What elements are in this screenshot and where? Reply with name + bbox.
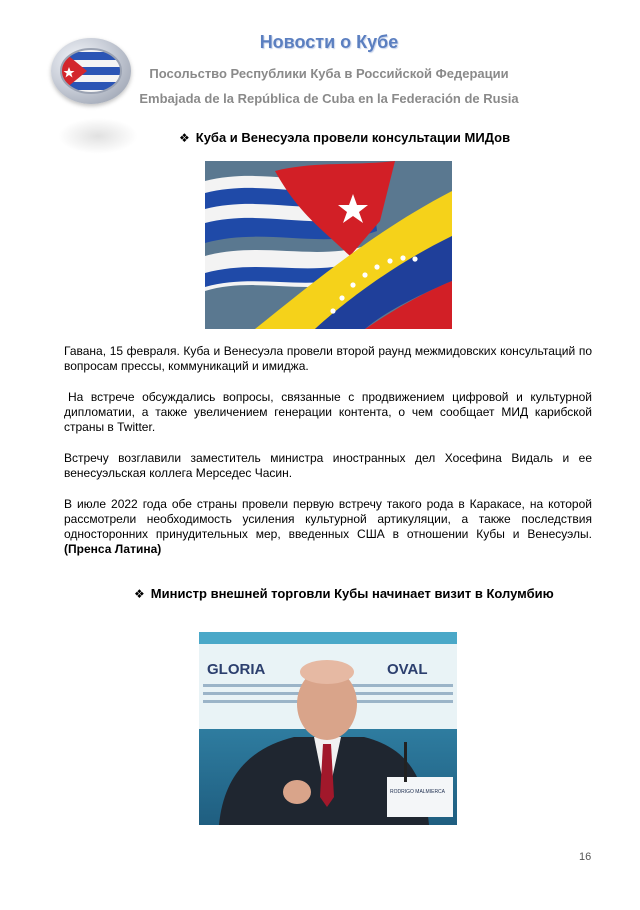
newsletter-title: Новости о Кубе [259, 32, 399, 52]
page-number: 16 [579, 851, 592, 863]
embassy-name-ru: Посольство Республики Куба в Российской Федерации [149, 66, 509, 81]
article-paragraph: В июле 2022 года обе страны провели первую встречу такого рода в Каракасе, на которой рассмотрели необходимость усиления культурной артикуляции, а также последствия односторонних принудительных мер, введенных США в отношении Кубы и Венесуэлы. (Пренса Латина) [64, 497, 592, 556]
article-paragraph: Встречу возглавили заместитель министра иностранных дел Хосефина Видаль и ее венесуэльская коллега Мерседес Часин. [64, 451, 592, 480]
banner-text: OVAL [387, 661, 428, 678]
article-2-headline: ❖ Министр внешней торговли Кубы начинает визит в Колумбию [134, 586, 554, 601]
diamond-bullet-icon: ❖ [179, 131, 190, 145]
news-source: (Пренса Латина) [64, 542, 162, 556]
logo-reflection [58, 118, 138, 154]
banner-text: GLORIA [207, 661, 266, 678]
diamond-bullet-icon: ❖ [134, 587, 145, 601]
article-paragraph: На встрече обсуждались вопросы, связанные с продвижением цифровой и культурной дипломатии, а также увеличением генерации контента, о чем сообщает МИД карибской страны в Twitter. [64, 390, 592, 434]
article-1-headline: ❖ Куба и Венесуэла провели консультации МИДов [179, 130, 511, 145]
embassy-name-es: Embajada de la República de Cuba en la Federación de Rusia [139, 91, 519, 106]
minister-photo [199, 632, 457, 825]
nameplate-text: RODRIGO MALMIERCA [390, 789, 446, 795]
cuba-venezuela-flags-photo [205, 161, 452, 329]
article-paragraph: Гавана, 15 февраля. Куба и Венесуэла провели второй раунд межмидовских консультаций по вопросам прессы, коммуникаций и имиджа. [64, 344, 592, 373]
article-1-body [64, 344, 592, 573]
